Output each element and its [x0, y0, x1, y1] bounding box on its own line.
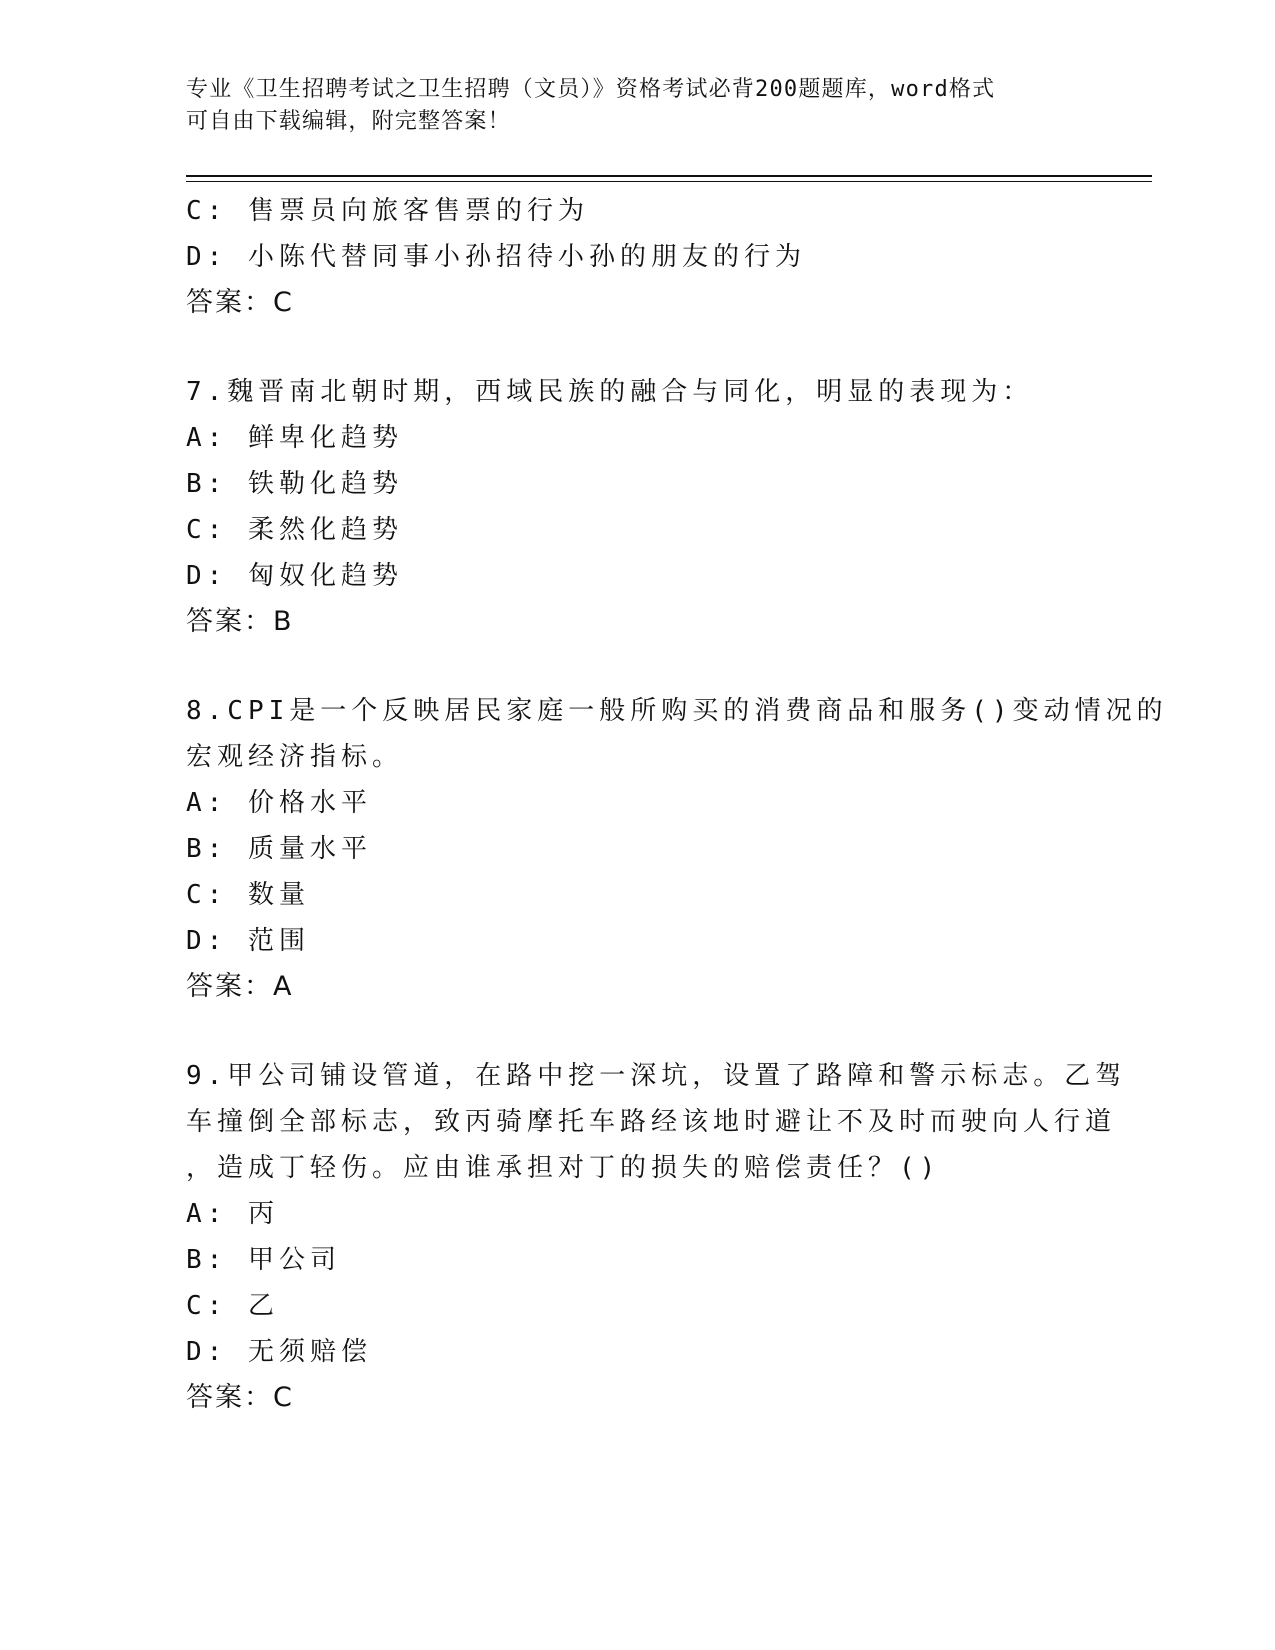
q7-option-d: D: 匈奴化趋势 [186, 561, 403, 591]
q6-option-d: D: 小陈代替同事小孙招待小孙的朋友的行为 [186, 242, 806, 272]
q9-question-line-3: ，造成丁轻伤。应由谁承担对丁的损失的赔偿责任？() [186, 1153, 941, 1183]
header-line-1: 专业《卫生招聘考试之卫生招聘（文员）》资格考试必背200题题库，word格式 [186, 77, 996, 102]
q7-option-c: C: 柔然化趋势 [186, 515, 403, 545]
q6-answer: 答案：C [186, 287, 294, 318]
q9-answer: 答案：C [186, 1382, 294, 1413]
q8-option-d: D: 范围 [186, 926, 310, 956]
q8-answer: 答案：A [186, 971, 294, 1002]
q9-option-d: D: 无须赔偿 [186, 1337, 372, 1367]
question-gap [186, 326, 1126, 369]
q8-option-a: A: 价格水平 [186, 788, 372, 818]
q8-question-line-1: 8.CPI是一个反映居民家庭一般所购买的消费商品和服务()变动情况的 [186, 696, 1168, 726]
q8-option-c: C: 数量 [186, 880, 310, 910]
header-line-2: 可自由下载编辑，附完整答案！ [186, 109, 511, 134]
q6-option-c: C: 售票员向旅客售票的行为 [186, 196, 589, 226]
q8-question-line-2: 宏观经济指标。 [186, 742, 404, 772]
question-list [186, 188, 1168, 1421]
q9-question-line-1: 9.甲公司铺设管道，在路中挖一深坑，设置了路障和警示标志。乙驾 [186, 1061, 1127, 1091]
q9-option-c: C: 乙 [186, 1291, 279, 1321]
header-divider-thin [186, 181, 1152, 182]
document-header [186, 74, 1066, 138]
q7-option-b: B: 铁勒化趋势 [186, 469, 403, 499]
question-gap [186, 1010, 1126, 1053]
header-divider-thick [186, 175, 1152, 177]
q9-option-b: B: 甲公司 [186, 1245, 341, 1275]
q8-option-b: B: 质量水平 [186, 834, 372, 864]
q7-option-a: A: 鲜卑化趋势 [186, 423, 403, 453]
q9-question-line-2: 车撞倒全部标志，致丙骑摩托车路经该地时避让不及时而驶向人行道 [186, 1107, 1117, 1137]
q9-option-a: A: 丙 [186, 1199, 279, 1229]
q7-question: 7.魏晋南北朝时期，西域民族的融合与同化，明显的表现为： [186, 377, 1034, 407]
question-gap [186, 645, 1126, 688]
q7-answer: 答案：B [186, 606, 294, 637]
